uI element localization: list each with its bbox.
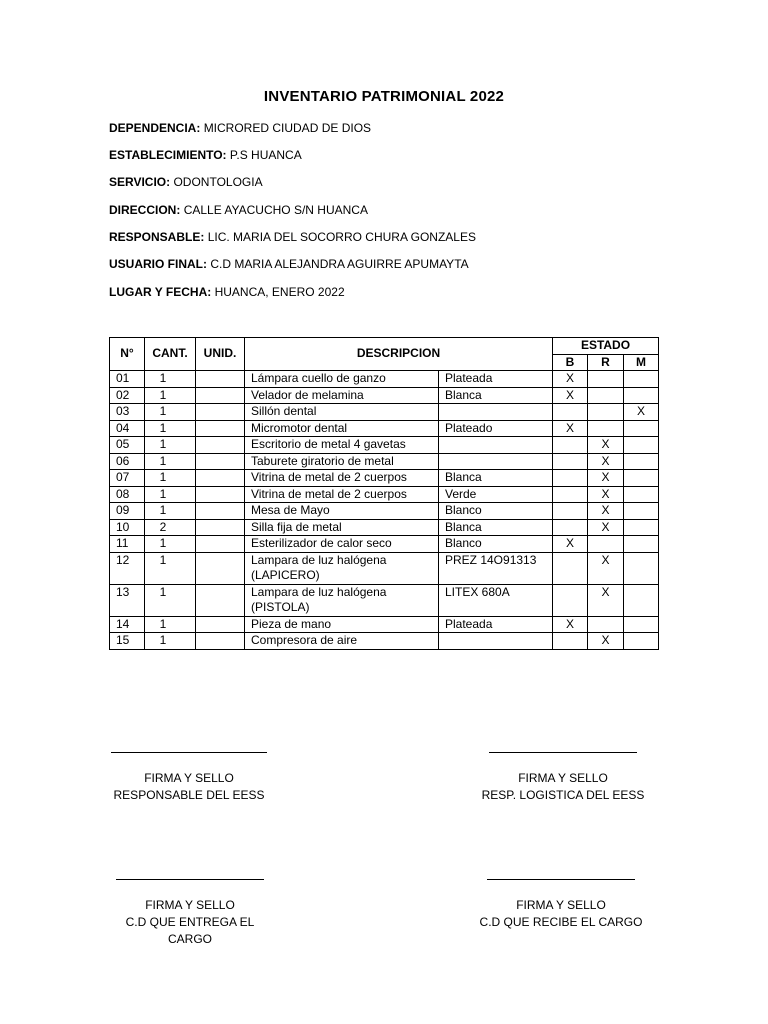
info-value: LIC. MARIA DEL SOCORRO CHURA GONZALES: [207, 230, 476, 244]
cell-estado-m: [624, 371, 659, 388]
cell-estado-r: X: [588, 470, 624, 487]
cell-estado-r: [588, 404, 624, 421]
inventory-table: [109, 337, 659, 650]
col-header-num: N°: [110, 338, 145, 371]
cell-num: 12: [110, 552, 145, 584]
info-usuario-final: [109, 257, 469, 271]
table-row: [110, 453, 659, 470]
signature-role: RESP. LOGISTICA DEL EESS: [481, 788, 645, 802]
info-label: USUARIO FINAL:: [109, 257, 207, 271]
cell-estado-r: X: [588, 552, 624, 584]
info-label: LUGAR Y FECHA:: [109, 285, 212, 299]
info-value: HUANCA, ENERO 2022: [214, 285, 345, 299]
cell-cant: 1: [145, 420, 196, 437]
cell-descripcion: [245, 584, 439, 616]
cell-estado-b: [553, 503, 588, 520]
cell-cant: 1: [145, 387, 196, 404]
cell-cant: 1: [145, 371, 196, 388]
col-header-unid: UNID.: [196, 338, 245, 371]
cell-estado-m: [624, 633, 659, 650]
cell-unid: [196, 552, 245, 584]
table-row: [110, 486, 659, 503]
cell-num: 02: [110, 387, 145, 404]
cell-estado-m: [624, 503, 659, 520]
cell-descripcion: Pieza de mano: [245, 616, 439, 633]
cell-cant: 1: [145, 470, 196, 487]
cell-estado-m: [624, 519, 659, 536]
cell-estado-r: X: [588, 519, 624, 536]
cell-color: [439, 633, 553, 650]
cell-estado-m: X: [624, 404, 659, 421]
cell-cant: 1: [145, 453, 196, 470]
info-direccion: [109, 203, 368, 217]
cell-descripcion: Sillón dental: [245, 404, 439, 421]
cell-estado-b: X: [553, 420, 588, 437]
cell-num: 06: [110, 453, 145, 470]
info-servicio: [109, 175, 263, 189]
cell-unid: [196, 387, 245, 404]
cell-cant: 1: [145, 616, 196, 633]
cell-descripcion-line: (LAPICERO): [251, 568, 320, 582]
signature-block-logistica: [478, 752, 648, 804]
info-label: RESPONSABLE:: [109, 230, 205, 244]
cell-estado-b: [553, 519, 588, 536]
table-row: [110, 519, 659, 536]
cell-descripcion: Lámpara cuello de ganzo: [245, 371, 439, 388]
table-body: [110, 371, 659, 650]
cell-estado-b: [553, 470, 588, 487]
cell-descripcion: [245, 552, 439, 584]
cell-estado-m: [624, 470, 659, 487]
signature-line: [111, 752, 267, 753]
cell-color: Plateada: [439, 371, 553, 388]
cell-unid: [196, 453, 245, 470]
signature-role: C.D QUE ENTREGA EL CARGO: [125, 915, 255, 946]
cell-estado-m: [624, 387, 659, 404]
signature-label: FIRMA Y SELLO: [516, 898, 606, 912]
cell-estado-r: [588, 536, 624, 553]
cell-color: Blanca: [439, 470, 553, 487]
cell-descripcion: Taburete giratorio de metal: [245, 453, 439, 470]
cell-unid: [196, 371, 245, 388]
cell-estado-b: [553, 486, 588, 503]
signature-role: C.D QUE RECIBE EL CARGO: [479, 915, 643, 929]
cell-num: 05: [110, 437, 145, 454]
cell-estado-r: X: [588, 584, 624, 616]
signature-block-entrega: [105, 879, 275, 948]
cell-estado-b: [553, 453, 588, 470]
table-row: [110, 404, 659, 421]
info-dependencia: [109, 121, 371, 135]
cell-estado-b: [553, 584, 588, 616]
info-value: CALLE AYACUCHO S/N HUANCA: [183, 203, 368, 217]
cell-unid: [196, 470, 245, 487]
table-row: [110, 371, 659, 388]
cell-color: Blanco: [439, 503, 553, 520]
table-row: [110, 503, 659, 520]
cell-unid: [196, 404, 245, 421]
cell-color: [439, 404, 553, 421]
cell-num: 10: [110, 519, 145, 536]
table-row: [110, 420, 659, 437]
cell-cant: 1: [145, 552, 196, 584]
cell-cant: 1: [145, 503, 196, 520]
cell-cant: 1: [145, 633, 196, 650]
cell-descripcion: Velador de melamina: [245, 387, 439, 404]
col-header-cant: CANT.: [145, 338, 196, 371]
col-header-descripcion: DESCRIPCION: [245, 338, 553, 371]
cell-num: 03: [110, 404, 145, 421]
cell-descripcion: Vitrina de metal de 2 cuerpos: [245, 486, 439, 503]
cell-unid: [196, 584, 245, 616]
cell-descripcion-line: (PISTOLA): [251, 600, 310, 614]
table-row: [110, 470, 659, 487]
cell-estado-r: [588, 420, 624, 437]
table-row: [110, 584, 659, 616]
col-header-estado: ESTADO: [553, 338, 659, 355]
cell-unid: [196, 633, 245, 650]
cell-estado-m: [624, 437, 659, 454]
cell-estado-b: X: [553, 536, 588, 553]
info-label: DEPENDENCIA:: [109, 121, 201, 135]
cell-color: PREZ 14O91313: [439, 552, 553, 584]
signature-block-recibe: [476, 879, 646, 931]
table-row: [110, 552, 659, 584]
info-label: SERVICIO:: [109, 175, 171, 189]
cell-num: 07: [110, 470, 145, 487]
info-lugar-fecha: [109, 285, 345, 299]
cell-estado-b: [553, 404, 588, 421]
cell-color: Verde: [439, 486, 553, 503]
cell-estado-m: [624, 420, 659, 437]
cell-unid: [196, 420, 245, 437]
cell-cant: 1: [145, 437, 196, 454]
cell-estado-m: [624, 536, 659, 553]
signature-block-responsable: [109, 752, 269, 804]
cell-color: LITEX 680A: [439, 584, 553, 616]
cell-num: 11: [110, 536, 145, 553]
cell-descripcion: Compresora de aire: [245, 633, 439, 650]
page-title: INVENTARIO PATRIMONIAL 2022: [263, 88, 505, 105]
cell-estado-r: [588, 371, 624, 388]
cell-estado-r: X: [588, 437, 624, 454]
cell-unid: [196, 486, 245, 503]
cell-estado-m: [624, 453, 659, 470]
cell-cant: 2: [145, 519, 196, 536]
cell-color: [439, 453, 553, 470]
cell-num: 14: [110, 616, 145, 633]
cell-estado-b: [553, 437, 588, 454]
table-header-row: [110, 338, 659, 355]
info-responsable: [109, 230, 476, 244]
info-label: ESTABLECIMIENTO:: [109, 148, 227, 162]
info-value: MICRORED CIUDAD DE DIOS: [203, 121, 372, 135]
cell-descripcion: Vitrina de metal de 2 cuerpos: [245, 470, 439, 487]
cell-cant: 1: [145, 404, 196, 421]
table-row: [110, 536, 659, 553]
table-row: [110, 387, 659, 404]
cell-descripcion: Mesa de Mayo: [245, 503, 439, 520]
cell-estado-r: X: [588, 453, 624, 470]
cell-cant: 1: [145, 486, 196, 503]
cell-num: 15: [110, 633, 145, 650]
cell-descripcion: Escritorio de metal 4 gavetas: [245, 437, 439, 454]
cell-num: 09: [110, 503, 145, 520]
cell-estado-m: [624, 486, 659, 503]
cell-estado-m: [624, 584, 659, 616]
cell-estado-b: X: [553, 387, 588, 404]
cell-num: 04: [110, 420, 145, 437]
table-row: [110, 437, 659, 454]
cell-unid: [196, 519, 245, 536]
col-header-m: M: [624, 354, 659, 371]
cell-num: 08: [110, 486, 145, 503]
cell-unid: [196, 503, 245, 520]
cell-color: Blanca: [439, 519, 553, 536]
signature-label: FIRMA Y SELLO: [145, 898, 235, 912]
cell-estado-r: X: [588, 486, 624, 503]
signature-line: [489, 752, 637, 753]
cell-estado-r: [588, 387, 624, 404]
cell-descripcion: Micromotor dental: [245, 420, 439, 437]
col-header-b: B: [553, 354, 588, 371]
cell-unid: [196, 437, 245, 454]
info-label: DIRECCION:: [109, 203, 181, 217]
table-row: [110, 633, 659, 650]
table-row: [110, 616, 659, 633]
cell-estado-r: X: [588, 503, 624, 520]
cell-descripcion: Silla fija de metal: [245, 519, 439, 536]
cell-descripcion: Esterilizador de calor seco: [245, 536, 439, 553]
signature-label: FIRMA Y SELLO: [518, 771, 608, 785]
cell-estado-b: X: [553, 616, 588, 633]
cell-color: Blanco: [439, 536, 553, 553]
cell-cant: 1: [145, 536, 196, 553]
signature-line: [487, 879, 635, 880]
info-value: C.D MARIA ALEJANDRA AGUIRRE APUMAYTA: [210, 257, 469, 271]
cell-color: Blanca: [439, 387, 553, 404]
cell-estado-m: [624, 616, 659, 633]
cell-cant: 1: [145, 584, 196, 616]
signature-label: FIRMA Y SELLO: [144, 771, 234, 785]
cell-color: [439, 437, 553, 454]
cell-unid: [196, 616, 245, 633]
info-value: P.S HUANCA: [229, 148, 302, 162]
cell-estado-m: [624, 552, 659, 584]
cell-descripcion-line: Lampara de luz halógena: [251, 584, 387, 599]
cell-num: 13: [110, 584, 145, 616]
info-value: ODONTOLOGIA: [173, 175, 263, 189]
cell-estado-b: [553, 552, 588, 584]
cell-color: Plateada: [439, 616, 553, 633]
col-header-r: R: [588, 354, 624, 371]
cell-color: Plateado: [439, 420, 553, 437]
info-establecimiento: [109, 148, 302, 162]
cell-descripcion-line: Lampara de luz halógena: [251, 552, 387, 567]
signature-role: RESPONSABLE DEL EESS: [113, 788, 265, 802]
cell-estado-b: [553, 633, 588, 650]
cell-unid: [196, 536, 245, 553]
cell-estado-r: [588, 616, 624, 633]
cell-estado-b: X: [553, 371, 588, 388]
signature-line: [116, 879, 264, 880]
cell-estado-r: X: [588, 633, 624, 650]
cell-num: 01: [110, 371, 145, 388]
